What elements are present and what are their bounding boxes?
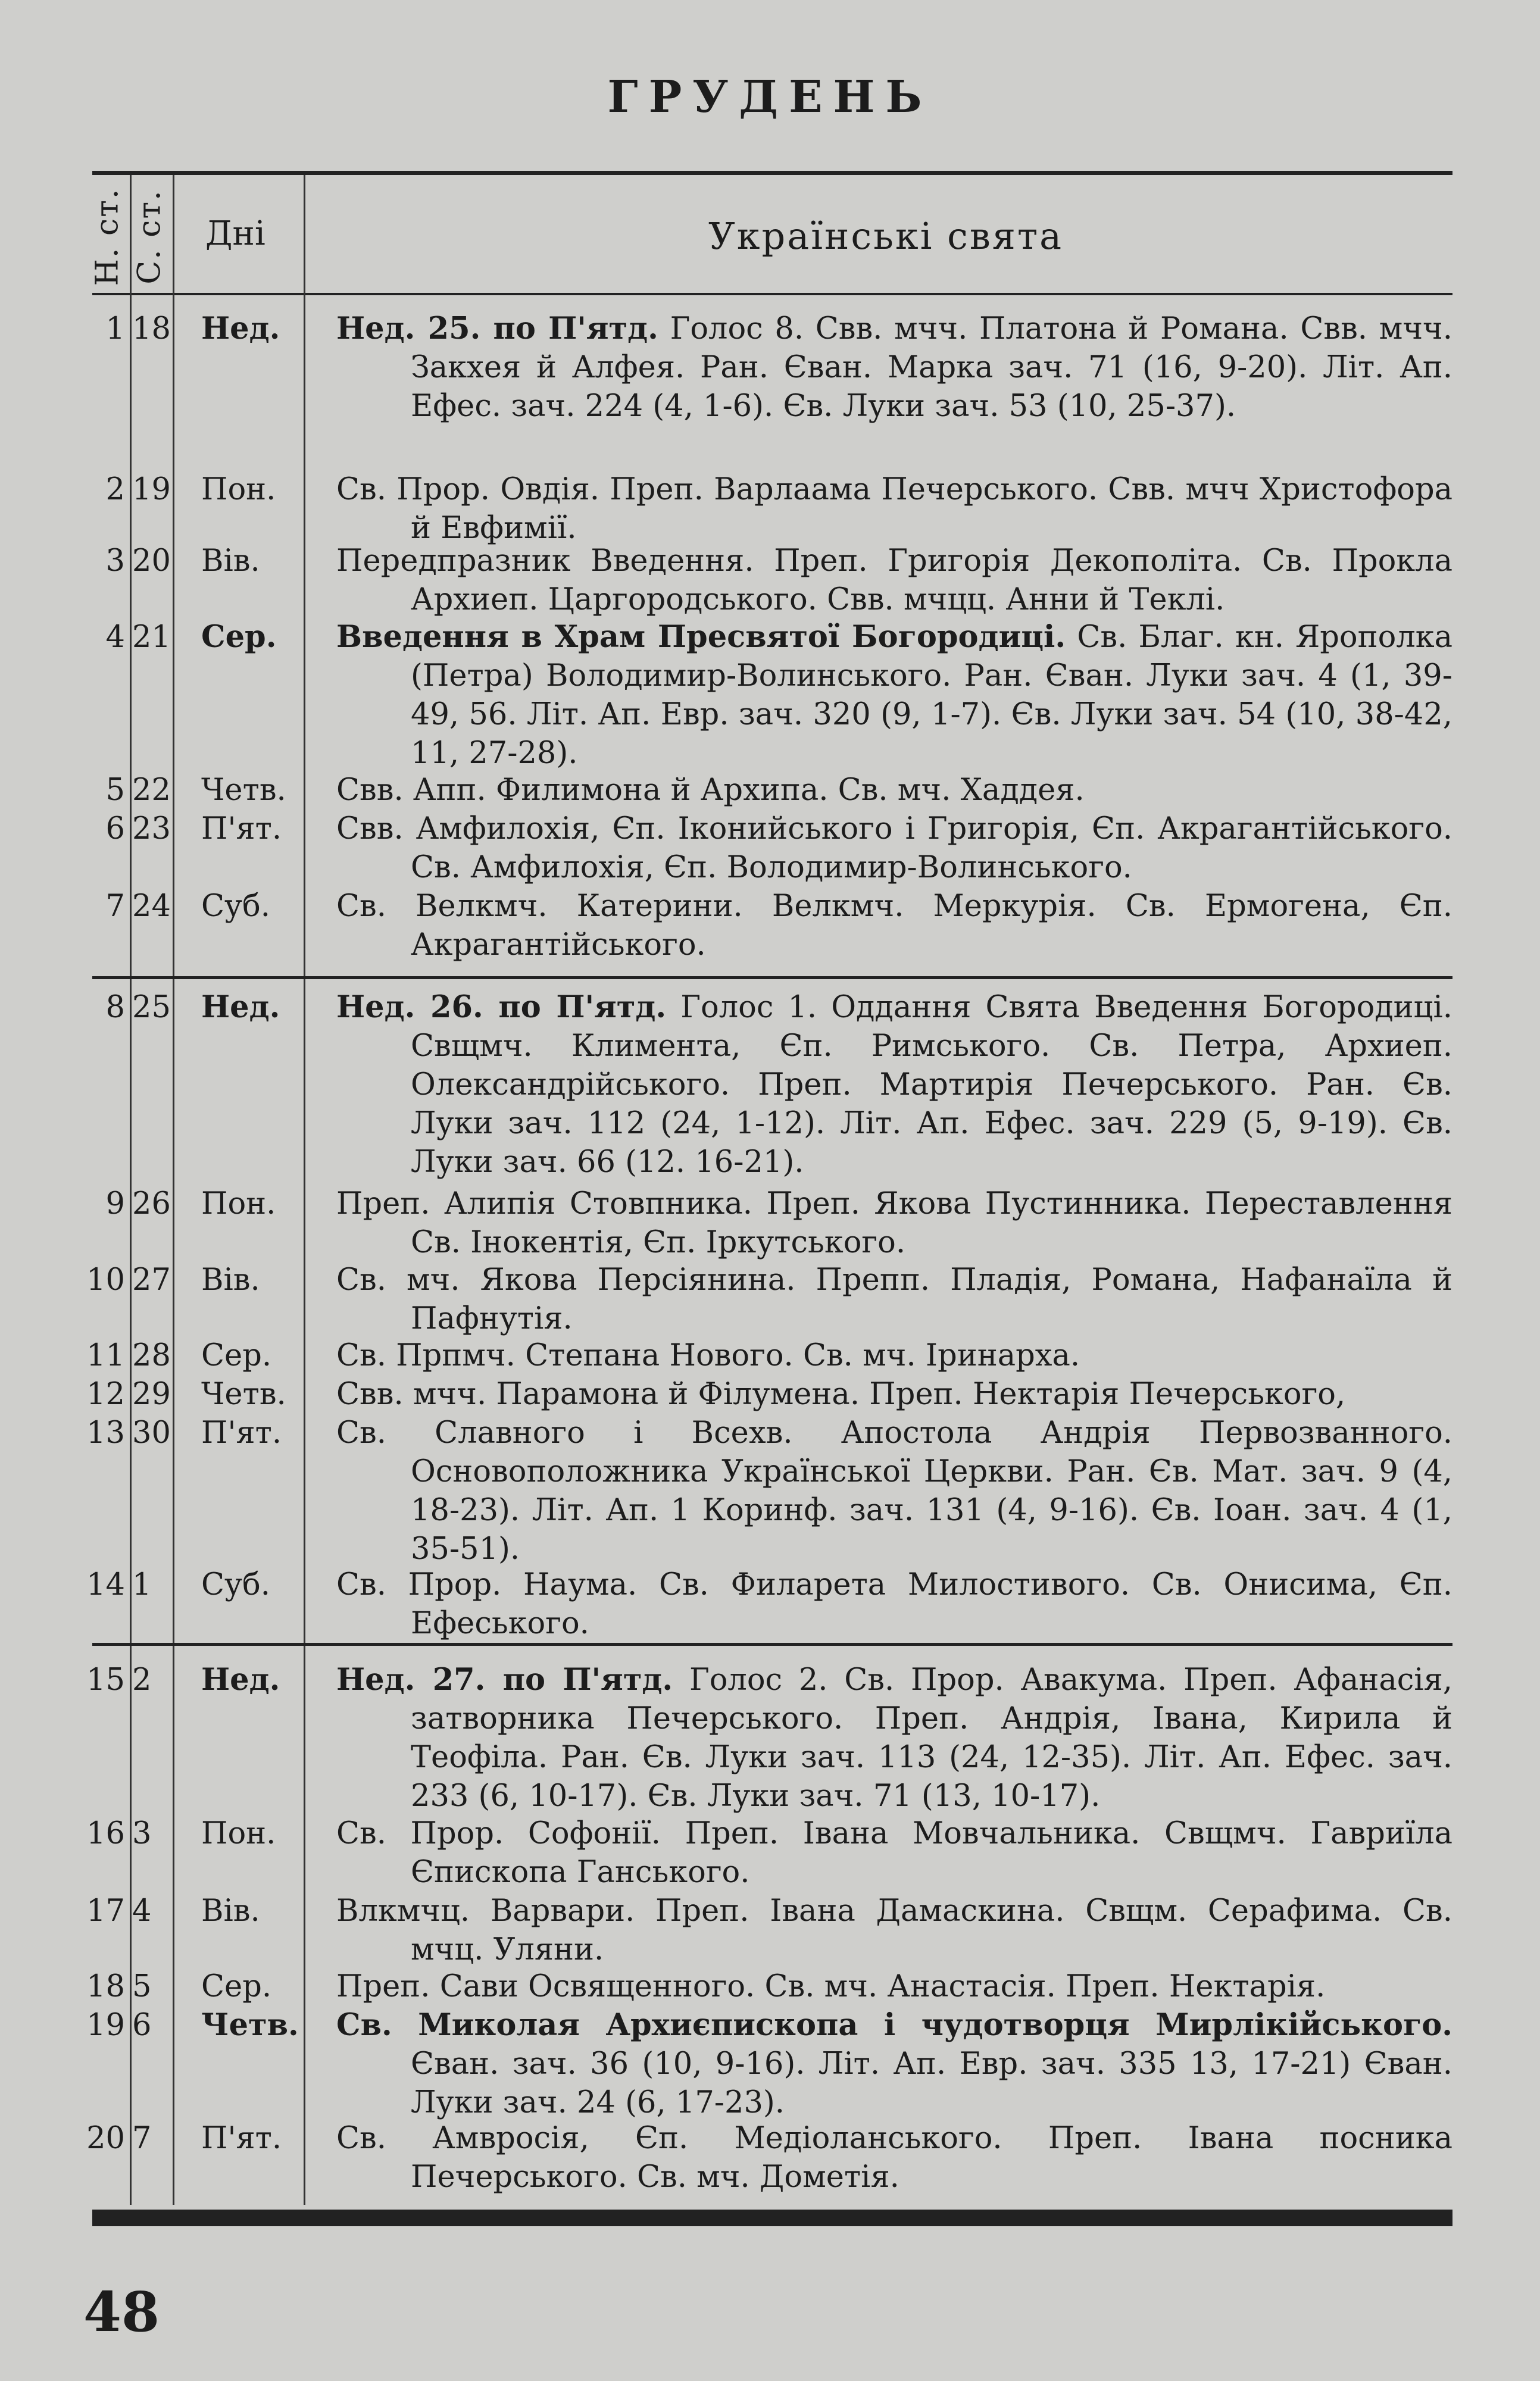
old-style-date: 3	[132, 1816, 152, 1851]
new-style-date: 7	[105, 889, 125, 924]
new-style-date: 11	[86, 1338, 125, 1373]
feast-text: Голос 8. Свв. мчч. Платона й Романа. Свв. мчч. Закхея й Алфея. Ран. Єван. Марка зач. 71 (16, 9-20). Літ. Ап. Ефес. зач. 224 (4, 1-6). Єв. Луки зач. 53 (10, 25-37).	[411, 311, 1452, 424]
header-old-style	[132, 185, 168, 289]
day-of-week: Суб.	[201, 889, 270, 924]
feast-description	[336, 771, 1452, 810]
feast-text: Св. Прор. Овдія. Преп. Варлаама Печерського. Свв. мчч Христофора й Евфимії.	[336, 472, 1452, 546]
feast-text: Свв. Апп. Филимона й Архипа. Св. мч. Хаддея.	[336, 773, 1085, 808]
top-rule	[92, 171, 1452, 175]
day-of-week: Вів.	[201, 543, 260, 579]
feast-text: Св. Славного і Всехв. Апостола Андрія Первозванного. Основоположника Української Церкви. Ран. Єв. Мат. зач. 9 (4, 18-23). Літ. Ап. 1 Коринф. зач. 131 (4, 9-16). Єв. Іоан. зач. 4 (1, 35-51).	[336, 1416, 1452, 1567]
page-number: 48	[83, 2280, 160, 2344]
day-of-week: Суб.	[201, 1567, 270, 1602]
feast-text: Св. Прпмч. Степана Нового. Св. мч. Іринарха.	[336, 1338, 1080, 1373]
feast-text: Св. Велкмч. Катерини. Велкмч. Меркурія. Св. Ермогена, Єп. Акрагантійського.	[336, 889, 1452, 963]
new-style-date: 10	[86, 1263, 125, 1298]
feast-description	[336, 470, 1452, 548]
day-of-week: Сер.	[201, 1969, 272, 2004]
day-of-week: Нед.	[201, 1662, 280, 1698]
day-of-week: Вів.	[201, 1263, 260, 1298]
day-of-week: Четв.	[201, 2007, 299, 2043]
old-style-date: 24	[132, 889, 171, 924]
header-feasts: Українські свята	[708, 214, 1064, 258]
old-style-date: 23	[132, 811, 171, 846]
day-of-week: Четв.	[201, 773, 286, 808]
old-style-date: 6	[132, 2008, 152, 2043]
feast-description	[336, 1967, 1452, 2006]
feast-description	[336, 1414, 1452, 1568]
new-style-date: 5	[105, 773, 125, 808]
new-style-date: 16	[86, 1816, 125, 1851]
column-divider-1	[130, 175, 132, 2205]
new-style-date: 14	[86, 1567, 125, 1602]
feast-lead: Нед. 25. по П'ятд.	[336, 311, 658, 346]
feast-description	[336, 810, 1452, 887]
feast-text: Голос 2. Св. Прор. Авакума. Преп. Афанасія, затворника Печерського. Преп. Андрія, Івана, Кирила й Теофіла. Ран. Єв. Луки зач. 113 (24, 12-35). Літ. Ап. Ефес. зач. 233 (6, 10-17). Єв. Луки зач. 71 (13, 10-17).	[411, 1663, 1452, 1814]
old-style-date: 29	[132, 1377, 171, 1412]
feast-lead: Нед. 26. по П'ятд.	[336, 989, 667, 1025]
header-old-style-label: С. ст.	[132, 189, 168, 285]
week-separator-1	[92, 976, 1452, 979]
day-of-week: Нед.	[201, 989, 280, 1025]
old-style-date: 2	[132, 1663, 152, 1698]
feast-description	[336, 310, 1452, 426]
day-of-week: Пон.	[201, 472, 276, 507]
old-style-date: 4	[132, 1893, 152, 1929]
new-style-date: 1	[105, 311, 125, 346]
feast-description	[336, 887, 1452, 964]
header-new-style-label: Н. ст.	[89, 188, 126, 286]
week-separator-2	[92, 1643, 1452, 1646]
feast-description	[336, 1892, 1452, 1969]
old-style-date: 20	[132, 543, 171, 579]
feast-text: Передпразник Введення. Преп. Григорія Декополіта. Св. Прокла Архиеп. Царгородського. Свв. мчцц. Анни й Теклі.	[336, 543, 1452, 617]
new-style-date: 18	[86, 1969, 125, 2004]
old-style-date: 19	[132, 472, 171, 507]
day-of-week: Вів.	[201, 1893, 260, 1929]
feast-description	[336, 1375, 1452, 1414]
old-style-date: 27	[132, 1263, 171, 1298]
feast-description	[336, 1336, 1452, 1375]
day-of-week: П'ят.	[201, 811, 282, 846]
day-of-week: Нед.	[201, 311, 280, 346]
feast-description	[336, 1814, 1452, 1892]
column-divider-3	[304, 175, 305, 2205]
new-style-date: 17	[86, 1893, 125, 1929]
new-style-date: 6	[105, 811, 125, 846]
new-style-date: 15	[86, 1663, 125, 1698]
feast-text: Влкмчц. Варвари. Преп. Івана Дамаскина. Свщм. Серафима. Св. мчц. Уляни.	[336, 1893, 1452, 1967]
feast-description	[336, 1661, 1452, 1816]
feast-text: Преп. Алипія Стовпника. Преп. Якова Пустинника. Переставлення Св. Інокентія, Єп. Іркутського.	[336, 1186, 1452, 1260]
new-style-date: 3	[105, 543, 125, 579]
old-style-date: 7	[132, 2121, 152, 2156]
new-style-date: 8	[105, 990, 125, 1025]
feast-text: Голос 1. Оддання Свята Введення Богородиці. Свщмч. Климента, Єп. Римського. Св. Петра, Архиеп. Олександрійського. Преп. Мартирія Печерського. Ран. Єв. Луки зач. 112 (24, 1-12). Літ. Ап. Ефес. зач. 229 (5, 9-19). Єв. Луки зач. 66 (12. 16-21).	[411, 990, 1452, 1180]
feast-description	[336, 1185, 1452, 1262]
feast-description	[336, 1566, 1452, 1643]
new-style-date: 9	[105, 1186, 125, 1221]
feast-lead: Св. Миколая Архиєпископа і чудотворця Мирлікійського.	[336, 2007, 1452, 2043]
feast-description	[336, 618, 1452, 773]
old-style-date: 30	[132, 1416, 171, 1451]
day-of-week: Сер.	[201, 1338, 272, 1373]
header-rule	[92, 293, 1452, 295]
new-style-date: 19	[86, 2008, 125, 2043]
feast-text: Преп. Сави Освященного. Св. мч. Анастасія. Преп. Нектарія.	[336, 1969, 1326, 2004]
old-style-date: 5	[132, 1969, 152, 2004]
new-style-date: 13	[86, 1416, 125, 1451]
feast-text: Св. Прор. Наума. Св. Филарета Милостивого. Св. Онисима, Єп. Ефеського.	[336, 1567, 1452, 1641]
day-of-week: Сер.	[201, 619, 277, 655]
new-style-date: 2	[105, 472, 125, 507]
old-style-date: 22	[132, 773, 171, 808]
old-style-date: 26	[132, 1186, 171, 1221]
feast-text: Св. Благ. кн. Ярополка (Петра) Володимир-Волинського. Ран. Єван. Луки зач. 4 (1, 39-49, 56. Літ. Ап. Евр. зач. 320 (9, 1-7). Єв. Луки зач. 54 (10, 38-42, 11, 27-28).	[411, 620, 1452, 771]
feast-text: Свв. Амфилохія, Єп. Іконийського і Григорія, Єп. Акрагантійського. Св. Амфилохія, Єп. Володимир-Волинського.	[336, 811, 1452, 885]
header-new-style	[89, 185, 125, 289]
feast-description	[336, 542, 1452, 619]
feast-description	[336, 988, 1452, 1182]
feast-text: Свв. мчч. Парамона й Філумена. Преп. Нектарія Печерського,	[336, 1377, 1346, 1412]
feast-text: Св. Прор. Софонії. Преп. Івана Мовчальника. Свщмч. Гавриїла Єпископа Ганського.	[336, 1816, 1452, 1890]
feast-description	[336, 2119, 1452, 2196]
feast-description	[336, 2006, 1452, 2122]
bottom-rule	[92, 2210, 1452, 2226]
new-style-date: 20	[86, 2121, 125, 2156]
day-of-week: Четв.	[201, 1377, 286, 1412]
header-days: Дні	[205, 214, 265, 253]
old-style-date: 21	[132, 620, 171, 655]
day-of-week: П'ят.	[201, 2121, 282, 2156]
day-of-week: Пон.	[201, 1816, 276, 1851]
feast-text: Св. мч. Якова Персіянина. Препп. Пладія, Романа, Нафанаїла й Пафнутія.	[336, 1263, 1452, 1336]
day-of-week: П'ят.	[201, 1416, 282, 1451]
old-style-date: 28	[132, 1338, 171, 1373]
old-style-date: 25	[132, 990, 171, 1025]
day-of-week: Пон.	[201, 1186, 276, 1221]
page-title: ГРУДЕНЬ	[607, 71, 933, 123]
new-style-date: 12	[86, 1377, 125, 1412]
feast-lead: Введення в Храм Пресвятої Богородиці.	[336, 619, 1066, 655]
feast-lead: Нед. 27. по П'ятд.	[336, 1662, 673, 1698]
old-style-date: 18	[132, 311, 171, 346]
old-style-date: 1	[132, 1567, 152, 1602]
feast-description	[336, 1261, 1452, 1338]
new-style-date: 4	[105, 620, 125, 655]
feast-text: Св. Амвросія, Єп. Медіоланського. Преп. Івана посника Печерського. Св. мч. Дометія.	[336, 2121, 1452, 2195]
feast-text: Єван. зач. 36 (10, 9-16). Літ. Ап. Евр. зач. 335 13, 17-21) Єван. Луки зач. 24 (6, 17-23).	[411, 2046, 1452, 2120]
